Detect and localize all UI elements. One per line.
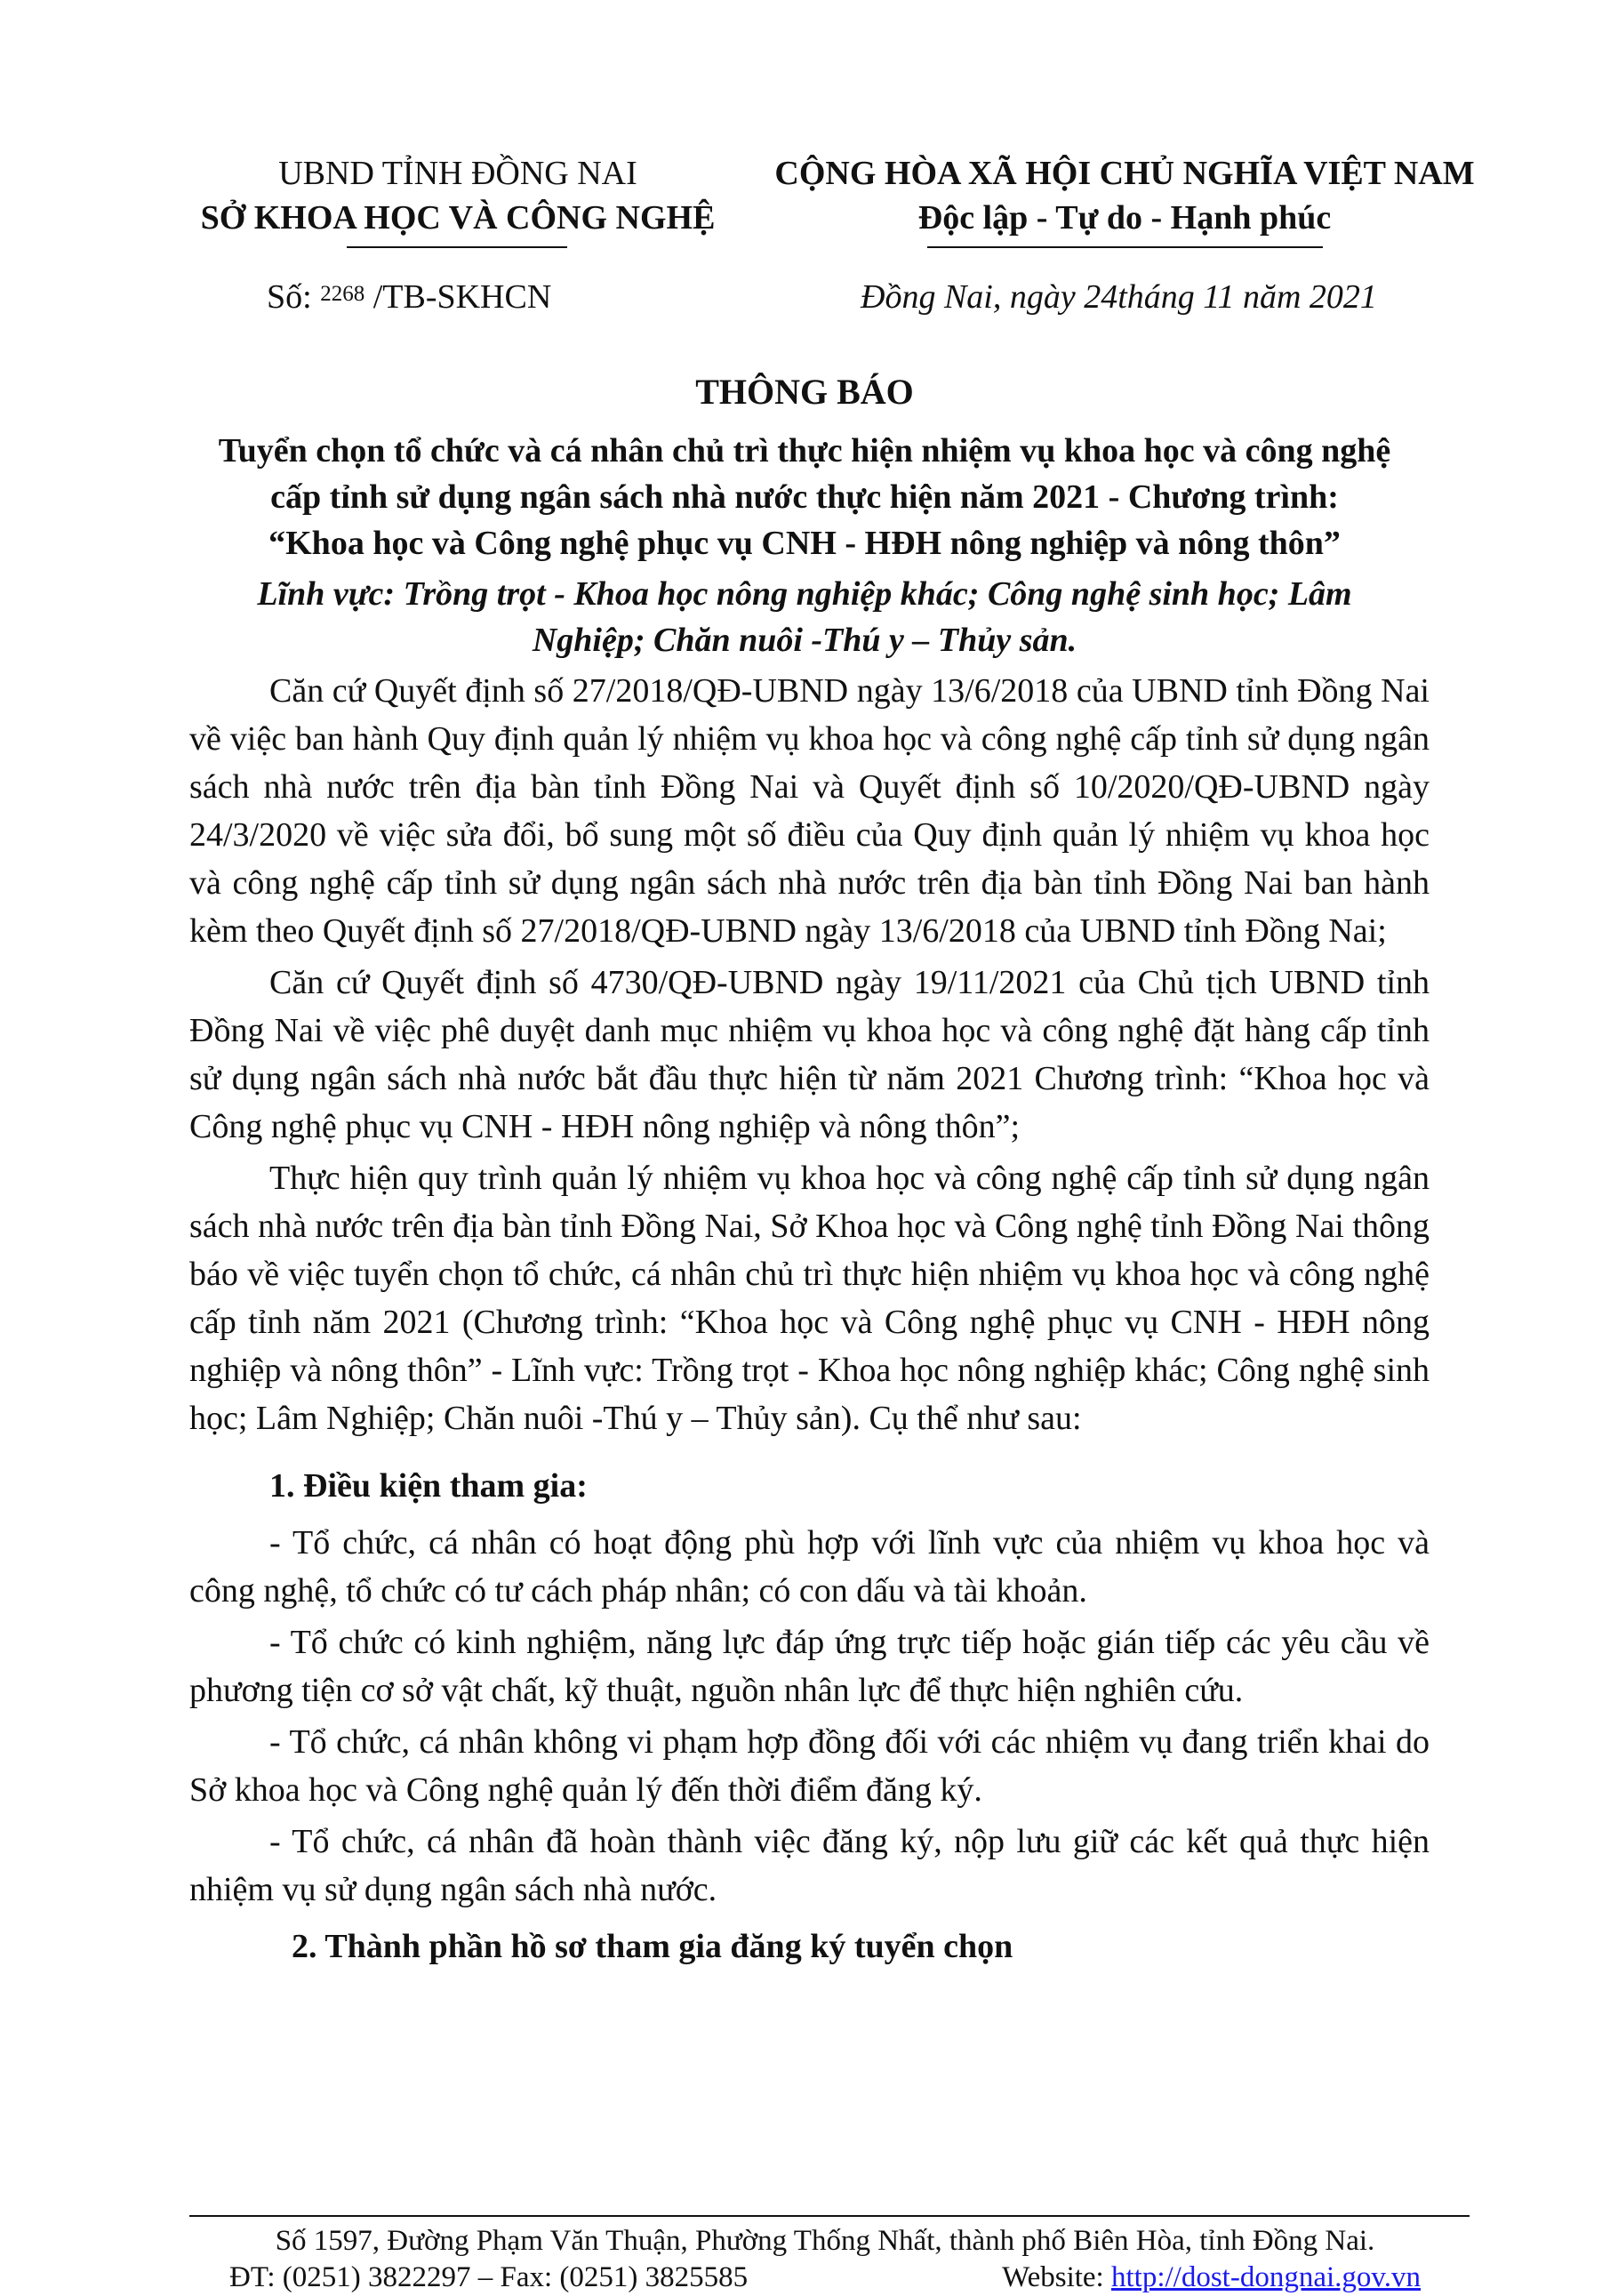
field-block: [182, 571, 1427, 663]
condition-item: - Tổ chức, cá nhân đã hoàn thành việc đăng ký, nộp lưu giữ các kết quả thực hiện nhiệm vụ sử dụng ngân sách nhà nước.: [189, 1823, 1430, 1908]
paragraph-announcement: Thực hiện quy trình quản lý nhiệm vụ khoa học và công nghệ cấp tỉnh sử dụng ngân sách nhà nước trên địa bàn tỉnh Đồng Nai, Sở Khoa học và Công nghệ tỉnh Đồng Nai thông báo về việc tuyển chọn tổ chức, cá nhân chủ trì thực hiện nhiệm vụ khoa học và công nghệ cấp tỉnh năm 2021 (Chương trình: “Khoa học và Công nghệ phục vụ CNH - HĐH nông nghiệp và nông thôn” - Lĩnh vực: Trồng trọt - Khoa học nông nghiệp khác; Công nghệ sinh học; Lâm Nghiệp; Chăn nuôi -Thú y – Thủy sản). Cụ thể như sau:: [189, 1160, 1430, 1437]
agency-underline: [347, 246, 567, 248]
number-value: 2268: [320, 282, 365, 306]
website-label: Website:: [1002, 2261, 1104, 2293]
number-suffix: /TB-SKHCN: [372, 278, 552, 316]
subtitle-line-3: “Khoa học và Công nghệ phục vụ CNH - HĐH nông nghiệp và nông thôn”: [268, 525, 1341, 562]
footer-contact: [189, 2260, 1470, 2296]
paragraph-legal-basis-2: Căn cứ Quyết định số 4730/QĐ-UBND ngày 19/11/2021 của Chủ tịch UBND tỉnh Đồng Nai về việc phê duyệt danh mục nhiệm vụ khoa học và công nghệ đặt hàng cấp tỉnh sử dụng ngân sách nhà nước bắt đầu thực hiện từ năm 2021 Chương trình: “Khoa học và Công nghệ phục vụ CNH - HĐH nông nghiệp và nông thôn”;: [189, 964, 1430, 1145]
footer-phone-fax: ĐT: (0251) 3822297 – Fax: (0251) 3825585: [229, 2261, 749, 2293]
footer: [189, 2223, 1470, 2296]
document-body: [189, 667, 1430, 1974]
website-link[interactable]: http://dost-dongnai.gov.vn: [1110, 2261, 1421, 2293]
agency-line-1: UBND TỈNH ĐỒNG NAI: [278, 155, 637, 192]
field-line-1: Lĩnh vực: Trồng trọt - Khoa học nông nghiệp khác; Công nghệ sinh học; Lâm: [257, 575, 1352, 613]
nation-line-1: CỘNG HÒA XÃ HỘI CHỦ NGHĨA VIỆT NAM: [774, 155, 1475, 192]
agency-line-2: SỞ KHOA HỌC VÀ CÔNG NGHỆ: [200, 199, 716, 237]
condition-item: - Tổ chức có kinh nghiệm, năng lực đáp ứng trực tiếp hoặc gián tiếp các yêu cầu về phương tiện cơ sở vật chất, kỹ thuật, nguồn nhân lực để thực hiện nghiên cứu.: [189, 1624, 1430, 1709]
condition-item: - Tổ chức, cá nhân không vi phạm hợp đồng đối với các nhiệm vụ đang triển khai do Sở khoa học và Công nghệ quản lý đến thời điểm đăng ký.: [189, 1723, 1430, 1809]
place-date: Đồng Nai, ngày 24tháng 11 năm 2021: [861, 278, 1377, 316]
paragraph-legal-basis-1: Căn cứ Quyết định số 27/2018/QĐ-UBND ngày 13/6/2018 của UBND tỉnh Đồng Nai về việc ban hành Quy định quản lý nhiệm vụ khoa học và công nghệ cấp tỉnh sử dụng ngân sách nhà nước trên địa bàn tỉnh Đồng Nai và Quyết định số 10/2020/QĐ-UBND ngày 24/3/2020 về việc sửa đổi, bổ sung một số điều của Quy định quản lý nhiệm vụ khoa học và công nghệ cấp tỉnh sử dụng ngân sách nhà nước trên địa bàn tỉnh Đồng Nai ban hành kèm theo Quyết định số 27/2018/QĐ-UBND ngày 13/6/2018 của UBND tỉnh Đồng Nai;: [189, 672, 1430, 950]
nation-line-2: Độc lập - Tự do - Hạnh phúc: [917, 199, 1332, 237]
condition-item: - Tổ chức, cá nhân có hoạt động phù hợp với lĩnh vực của nhiệm vụ khoa học và công nghệ, tổ chức có tư cách pháp nhân; có con dấu và tài khoản.: [189, 1524, 1430, 1610]
section-2-title: 2. Thành phần hồ sơ tham gia đăng ký tuyển chọn: [292, 1928, 1013, 1965]
nation-header: [742, 151, 1507, 240]
footer-divider: [189, 2215, 1470, 2217]
footer-website: [1002, 2260, 1421, 2296]
document-title: THÔNG BÁO: [695, 372, 914, 412]
motto-underline: [927, 246, 1323, 248]
field-line-2: Nghiệp; Chăn nuôi -Thú y – Thủy sản.: [532, 622, 1077, 659]
section-1-title: 1. Điều kiện tham gia:: [269, 1467, 588, 1505]
subtitle-line-2: cấp tỉnh sử dụng ngân sách nhà nước thực hiện năm 2021 - Chương trình:: [270, 478, 1339, 516]
number-prefix: Số:: [267, 278, 312, 316]
footer-address: Số 1597, Đường Phạm Văn Thuận, Phường Thống Nhất, thành phố Biên Hòa, tỉnh Đồng Nai.: [275, 2225, 1375, 2257]
document-number: [267, 277, 551, 317]
subtitle-line-1: Tuyển chọn tổ chức và cá nhân chủ trì thực hiện nhiệm vụ khoa học và công nghệ: [218, 432, 1391, 470]
agency-header: [156, 151, 760, 240]
title-block: [182, 369, 1427, 566]
